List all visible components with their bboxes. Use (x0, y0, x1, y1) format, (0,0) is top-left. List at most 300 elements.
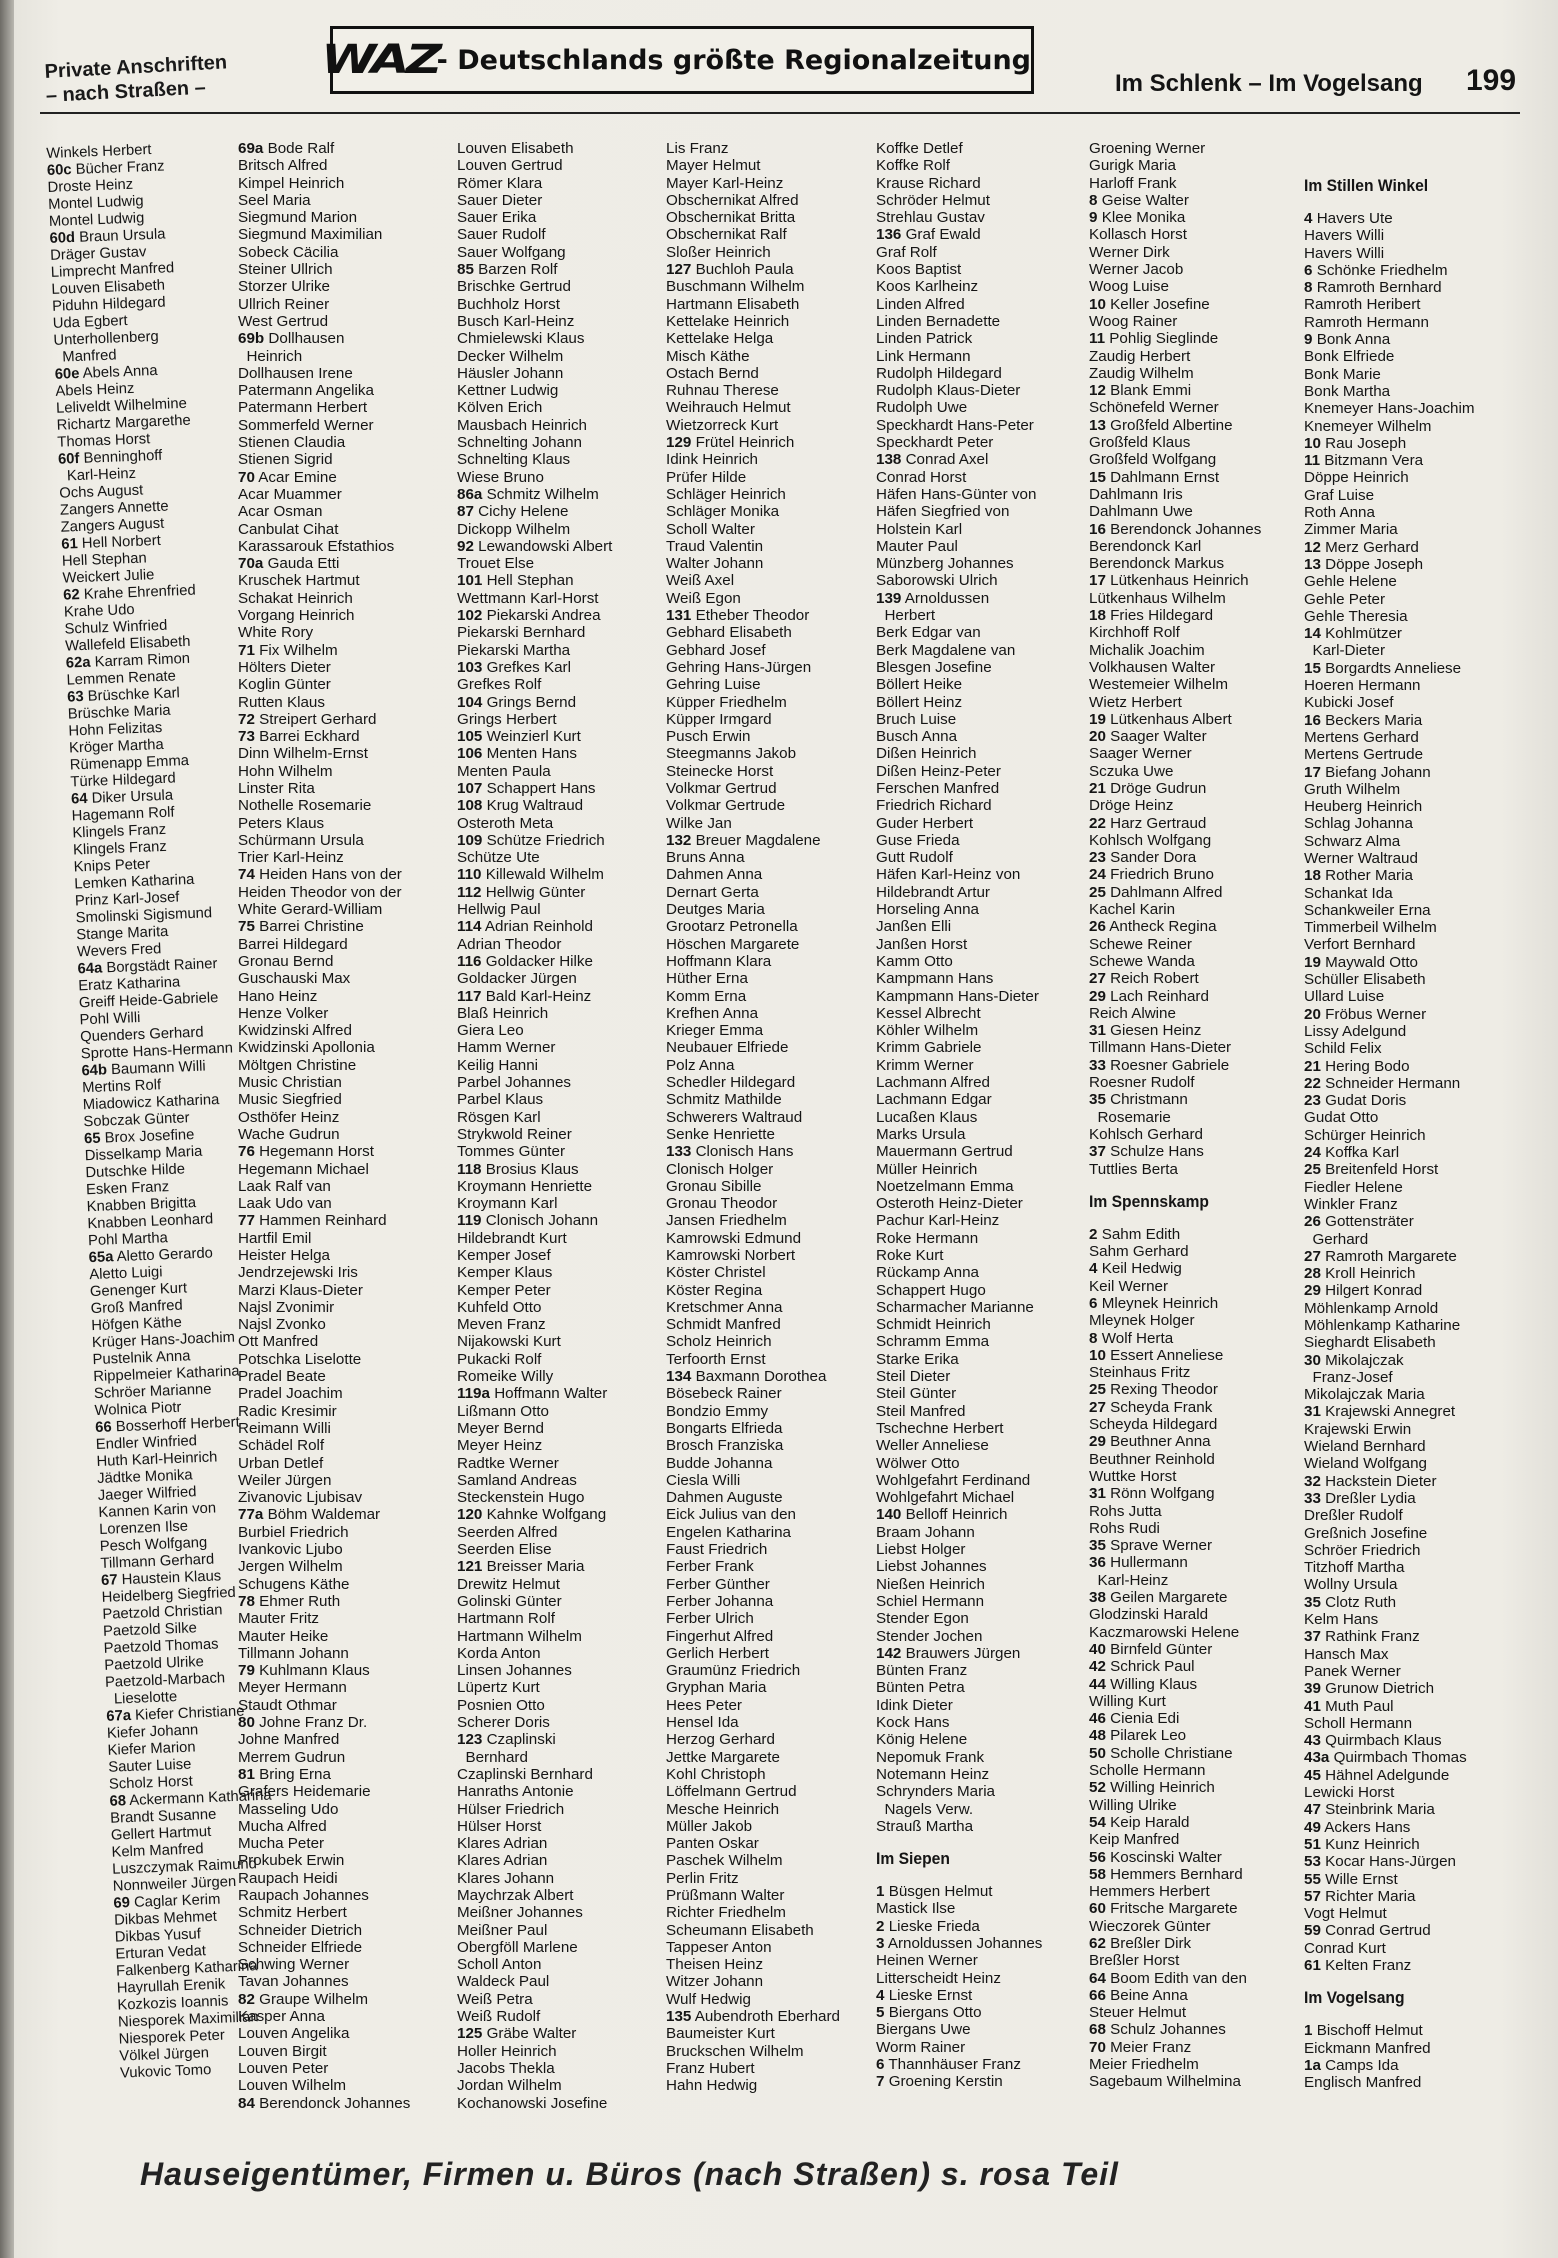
resident-name: Schröer Marianne (93, 1381, 212, 1403)
house-number: 37 (1304, 1628, 1321, 1646)
directory-entry (1089, 2039, 1294, 2056)
house-number: 46 (1089, 1710, 1106, 1728)
resident-name: Stienen Sigrid (238, 451, 333, 469)
resident-name: Werner Jacob (1089, 261, 1184, 279)
house-number: 103 (457, 658, 483, 676)
resident-name: West Gertrud (238, 312, 329, 330)
house-number: 37 (1089, 1143, 1106, 1161)
resident-name: Tappeser Anton (666, 1938, 772, 1956)
directory-entry (876, 745, 1081, 762)
resident-name: Menten Paula (457, 762, 551, 780)
resident-name: Scholl Walter (666, 520, 755, 538)
directory-entry (876, 226, 1081, 243)
resident-name: Gryphan Maria (666, 1679, 767, 1697)
resident-name: Kochanowski Josefine (457, 2094, 608, 2112)
directory-entry (666, 244, 871, 261)
house-number: 51 (1304, 1835, 1321, 1853)
directory-entry (457, 1126, 662, 1143)
resident-name: Zaudig Herbert (1089, 347, 1191, 365)
directory-entry (1089, 1399, 1294, 1416)
resident-name: Tillmann Gerhard (100, 1551, 215, 1572)
directory-entry (1089, 313, 1294, 330)
directory-entry (876, 1935, 1081, 1952)
resident-name: Gerlich Herbert (666, 1644, 769, 1662)
resident-name: Dahmen Anna (666, 866, 763, 884)
resident-name: Schewe Wanda (1089, 952, 1195, 970)
resident-name: Arnoldussen (904, 589, 990, 607)
resident-name: Wulf Hedwig (666, 1990, 751, 2008)
resident-name: Schütze Ute (457, 849, 540, 867)
resident-name: Kiefer Christiane (134, 1703, 245, 1724)
directory-entry (666, 953, 871, 970)
house-number: 79 (238, 1662, 255, 1680)
resident-name: Masseling Udo (238, 1800, 339, 1818)
directory-entry (238, 1852, 443, 1869)
resident-name: Rother Maria (1325, 867, 1413, 885)
resident-name: Ullrich Reiner (238, 295, 330, 313)
directory-entry (666, 1316, 871, 1333)
directory-entry (666, 572, 871, 589)
resident-name: Roke Hermann (876, 1229, 979, 1247)
resident-name: Laak Udo van (238, 1195, 332, 1213)
resident-name: Krimm Gabriele (876, 1039, 982, 1057)
directory-entry (876, 1005, 1081, 1022)
directory-entry (1089, 1641, 1294, 1658)
resident-name: Gehring Luise (666, 676, 761, 694)
house-number: 6 (1089, 1295, 1098, 1312)
street-heading: Im Vogelsang (1304, 1988, 1405, 2008)
resident-name: Sobeck Cäcilia (238, 243, 339, 261)
directory-column-6 (1089, 140, 1294, 2091)
resident-name: Kettelake Heinrich (666, 312, 790, 330)
resident-name: Mucha Alfred (238, 1817, 327, 1835)
resident-name: Havers Willi (1304, 227, 1385, 245)
directory-entry (238, 1316, 443, 1333)
directory-entry (876, 1385, 1081, 1402)
directory-entry (876, 711, 1081, 728)
house-number: 107 (457, 779, 483, 797)
directory-entry (1089, 1057, 1294, 1074)
resident-name: Mertens Gerhard (1304, 728, 1419, 746)
resident-name: Rosemarie (1089, 1108, 1171, 1126)
resident-name: Arnoldussen Johannes (887, 1934, 1043, 1952)
house-number: 43 (1304, 1732, 1321, 1750)
directory-entry (1304, 1075, 1509, 1092)
directory-entry (1304, 573, 1509, 590)
directory-entry (238, 866, 443, 883)
resident-name: Böhm Waldemar (267, 1506, 381, 1524)
house-number: 1 (1304, 2022, 1313, 2040)
directory-entry (876, 555, 1081, 572)
resident-name: Bischoff Helmut (1316, 2022, 1423, 2040)
resident-name: Quenders Gerhard (79, 1024, 204, 1046)
resident-name: Weickert Julie (62, 567, 155, 587)
resident-name: Vogt Helmut (1304, 1905, 1387, 1923)
resident-name: Englisch Manfred (1304, 2074, 1422, 2092)
house-number: 140 (876, 1506, 902, 1524)
resident-name: Lütkenhaus Albert (1110, 710, 1232, 728)
house-number: 24 (1089, 866, 1106, 884)
resident-name: Willing Heinrich (1110, 1779, 1215, 1797)
resident-name: Decker Wilhelm (457, 347, 564, 365)
resident-name: Neubauer Elfriede (666, 1039, 789, 1057)
directory-entry (238, 1679, 443, 1696)
resident-name: Peters Klaus (238, 814, 325, 832)
resident-name: Höschen Margarete (666, 935, 800, 953)
directory-entry (1089, 451, 1294, 468)
resident-name: Sieghardt Elisabeth (1304, 1334, 1436, 1352)
directory-entry (457, 2008, 662, 2025)
directory-entry (666, 1956, 871, 1973)
resident-name: Louven Elisabeth (457, 140, 574, 157)
resident-name: Lißmann Otto (457, 1402, 550, 1420)
resident-name: Noetzelmann Emma (876, 1177, 1014, 1195)
resident-name: Klingels Franz (72, 821, 167, 842)
resident-name: Starke Erika (876, 1350, 959, 1368)
house-number: 60c (46, 162, 72, 179)
directory-entry (457, 763, 662, 780)
directory-entry (666, 1939, 871, 1956)
resident-name: Tillmann Hans-Dieter (1089, 1039, 1232, 1057)
house-number: 27 (1089, 970, 1106, 988)
directory-entry (1304, 435, 1509, 452)
resident-name: Bring Erna (259, 1765, 331, 1783)
resident-name: Kroll Heinrich (1325, 1265, 1416, 1283)
resident-name: Piekarski Martha (457, 641, 571, 659)
resident-name: Bünten Franz (876, 1662, 968, 1680)
resident-name: Böllert Heinz (876, 693, 963, 711)
resident-name: Sagebaum Wilhelmina (1089, 2073, 1241, 2091)
resident-name: Schwing Werner (238, 1956, 350, 1974)
directory-entry (238, 503, 443, 520)
directory-entry (1089, 1676, 1294, 1693)
directory-entry (238, 1143, 443, 1160)
house-number: 59 (1304, 1922, 1321, 1940)
directory-entry (1089, 1710, 1294, 1727)
resident-name: Bonk Anna (1316, 331, 1391, 349)
directory-entry (1304, 314, 1509, 331)
directory-entry (1089, 1416, 1294, 1433)
house-number: 19 (1089, 710, 1106, 728)
resident-name: Diker Ursula (91, 787, 174, 807)
resident-name: Kohlsch Gerhard (1089, 1125, 1203, 1143)
directory-entry (666, 382, 871, 399)
resident-name: Luszczymak Raimund (111, 1856, 258, 1878)
resident-name: Gudat Doris (1325, 1092, 1407, 1110)
resident-name: Raupach Johannes (238, 1886, 369, 1904)
resident-name: Hagemann Rolf (71, 804, 175, 825)
directory-entry (666, 607, 871, 624)
resident-name: Prüßmann Walter (666, 1886, 785, 1904)
directory-entry (1304, 1455, 1509, 1472)
resident-name: Eick Julius van den (666, 1506, 797, 1524)
resident-name: Menten Hans (486, 745, 577, 763)
house-number: 63 (66, 688, 84, 706)
house-number: 19 (1304, 953, 1321, 971)
directory-entry (457, 1057, 662, 1074)
directory-entry (457, 572, 662, 589)
resident-name: Berendonck Johannes (1110, 520, 1262, 538)
resident-name: Schild Felix (1304, 1040, 1382, 1058)
resident-name: Herzog Gerhard (666, 1731, 775, 1749)
resident-name: Montel Ludwig (47, 193, 144, 213)
house-number: 6 (1304, 261, 1313, 279)
directory-entry (1089, 434, 1294, 451)
resident-name: Keip Manfred (1089, 1831, 1180, 1849)
resident-name: Saborowski Ulrich (876, 572, 998, 590)
resident-name: Häfen Siegfried von (876, 503, 1010, 521)
house-number: 77a (238, 1506, 264, 1524)
resident-name: Tommes Günter (457, 1143, 566, 1161)
resident-name: Rexing Theodor (1110, 1381, 1218, 1399)
resident-name: Music Christian (238, 1074, 342, 1092)
resident-name: Schulze Hans (1110, 1143, 1204, 1161)
directory-entry (1089, 1451, 1294, 1468)
resident-name: Rudolph Klaus-Dieter (876, 382, 1021, 400)
directory-entry (1304, 1127, 1509, 1144)
resident-name: Kannen Karin von (98, 1500, 217, 1521)
resident-name: Rudolph Hildegard (876, 364, 1002, 382)
directory-entry (238, 1005, 443, 1022)
resident-name: Verfort Bernhard (1304, 936, 1416, 954)
resident-name: Schürger Heinrich (1304, 1126, 1426, 1144)
resident-name: Deutges Maria (666, 901, 765, 919)
directory-entry (457, 1230, 662, 1247)
directory-entry (876, 849, 1081, 866)
resident-name: Rümenapp Emma (69, 752, 190, 774)
directory-entry (666, 1731, 871, 1748)
directory-entry (238, 1282, 443, 1299)
resident-name: Havers Willi (1304, 244, 1385, 262)
resident-name: Johne Manfred (238, 1731, 340, 1749)
directory-entry (1304, 1058, 1509, 1075)
house-number: 80 (238, 1714, 255, 1732)
directory-entry (666, 365, 871, 382)
house-number: 7 (876, 2073, 885, 2091)
resident-name: Brosius Klaus (485, 1160, 579, 1178)
resident-name: Worm Rainer (876, 2038, 966, 2056)
directory-entry (238, 1351, 443, 1368)
resident-name: Völkel Jürgen (119, 2045, 210, 2065)
house-number: 116 (457, 952, 482, 970)
resident-name: Krimm Werner (876, 1056, 974, 1074)
resident-name: Bongarts Elfrieda (666, 1419, 783, 1437)
directory-entry (1304, 591, 1509, 608)
directory-entry (1089, 382, 1294, 399)
house-number: 9 (1089, 209, 1098, 227)
directory-entry (876, 988, 1081, 1005)
resident-name: Meier Franz (1110, 2038, 1192, 2056)
resident-name: Steinecke Horst (666, 762, 774, 780)
directory-entry (876, 1178, 1081, 1195)
directory-entry (876, 451, 1081, 468)
directory-entry (238, 832, 443, 849)
resident-name: Falkenberg Katharina (115, 1958, 258, 1980)
resident-name: Piekarski Bernhard (457, 624, 586, 642)
directory-entry (666, 451, 871, 468)
directory-entry (876, 244, 1081, 261)
house-number: 60e (54, 365, 80, 383)
directory-entry (1089, 988, 1294, 1005)
resident-name: Breßler Horst (1089, 1952, 1180, 1970)
directory-entry (666, 1922, 871, 1939)
directory-entry (238, 1628, 443, 1645)
house-number: 62 (62, 587, 81, 604)
resident-name: Lucaßen Klaus (876, 1108, 978, 1126)
directory-entry (457, 1489, 662, 1506)
directory-entry (238, 694, 443, 711)
directory-entry (1304, 331, 1509, 348)
directory-entry (876, 1022, 1081, 1039)
resident-name: Schulz Johannes (1110, 2021, 1226, 2039)
resident-name: Maywald Otto (1325, 953, 1418, 971)
directory-entry (1304, 1040, 1509, 1057)
resident-name: Meyer Hermann (238, 1679, 347, 1697)
section-label-line-2: – nach Straßen – (45, 76, 207, 107)
house-number: 29 (1304, 1282, 1321, 1300)
directory-entry (666, 1178, 871, 1195)
resident-name: Ostach Bernd (666, 364, 759, 382)
resident-name: Münzberg Johannes (876, 555, 1014, 573)
resident-name: Rückamp Anna (876, 1264, 979, 1282)
directory-entry (666, 1835, 871, 1852)
resident-name: Radtke Werner (457, 1454, 559, 1472)
house-number: 6 (876, 2056, 885, 2074)
resident-name: Jaeger Wilfried (97, 1484, 197, 1504)
resident-name: Panek Werner (1304, 1662, 1401, 1680)
directory-entry (666, 1351, 871, 1368)
resident-name: Pachur Karl-Heinz (876, 1212, 1000, 1230)
house-number: 12 (1089, 382, 1106, 400)
resident-name: Osthöfer Heinz (238, 1108, 340, 1126)
house-number: 70 (238, 468, 255, 486)
house-number: 15 (1304, 659, 1321, 677)
directory-entry (876, 417, 1081, 434)
resident-name: Esken Franz (85, 1179, 170, 1199)
directory-entry (238, 261, 443, 278)
directory-entry (457, 1264, 662, 1281)
directory-entry (1089, 1762, 1294, 1779)
directory-entry (457, 1697, 662, 1714)
resident-name: Siegmund Maximilian (238, 226, 383, 244)
resident-name: Dahlmann Alfred (1110, 883, 1223, 901)
resident-name: Knemeyer Hans-Joachim (1304, 400, 1475, 418)
directory-entry (876, 1126, 1081, 1143)
directory-entry (1089, 694, 1294, 711)
resident-name: Hartmann Rolf (457, 1610, 555, 1628)
directory-entry (876, 1541, 1081, 1558)
directory-entry (876, 918, 1081, 935)
house-number: 61 (61, 536, 79, 553)
directory-entry (457, 1576, 662, 1593)
directory-entry (238, 1697, 443, 1714)
directory-entry (238, 1593, 443, 1610)
directory-entry (457, 1506, 662, 1523)
house-number: 92 (457, 537, 474, 555)
resident-name: Grefkes Rolf (457, 676, 542, 694)
resident-name: Knabben Brigitta (86, 1195, 197, 1216)
resident-name: Gehle Peter (1304, 590, 1386, 608)
resident-name: Grefkes Karl (486, 658, 571, 676)
resident-name: Mauter Fritz (238, 1610, 320, 1628)
house-number: 109 (457, 831, 483, 849)
directory-entry (1089, 607, 1294, 624)
resident-name: Merz Gerhard (1325, 538, 1419, 556)
resident-name: Braam Johann (876, 1523, 975, 1541)
resident-name: Ehmer Ruth (259, 1592, 341, 1610)
directory-entry (876, 382, 1081, 399)
resident-name: Schugens Käthe (238, 1575, 350, 1593)
resident-name: Schulz Winfried (64, 617, 168, 638)
directory-entry (1304, 383, 1509, 400)
resident-name: Volkmar Gertrud (666, 779, 777, 797)
resident-name: Dißen Heinz-Peter (876, 762, 1001, 780)
directory-column-4 (666, 140, 871, 2095)
directory-entry (666, 866, 871, 883)
resident-name: Sommerfeld Werner (238, 416, 374, 434)
directory-entry (457, 1195, 662, 1212)
resident-name: Staudt Othmar (238, 1696, 337, 1714)
directory-entry (1089, 676, 1294, 693)
resident-name: Gronau Sibille (666, 1177, 762, 1195)
directory-entry (666, 1541, 871, 1558)
directory-entry (457, 313, 662, 330)
resident-name: Rohs Rudi (1089, 1519, 1160, 1537)
house-number: 27 (1304, 1247, 1321, 1265)
directory-entry (238, 1074, 443, 1091)
resident-name: Heidelberg Siegfried (101, 1584, 237, 1606)
house-number: 118 (457, 1160, 482, 1178)
directory-entry (1089, 1624, 1294, 1641)
resident-name: Woog Luise (1089, 278, 1169, 296)
house-number: 2 (876, 1917, 885, 1935)
directory-entry (876, 1731, 1081, 1748)
directory-entry (1089, 1091, 1294, 1108)
directory-entry (457, 1835, 662, 1852)
directory-entry (457, 1870, 662, 1887)
resident-name: Lütkenhaus Wilhelm (1089, 589, 1226, 607)
resident-name: Wiese Bruno (457, 468, 544, 486)
resident-name: Kocar Hans-Jürgen (1325, 1853, 1456, 1871)
resident-name: Reich Robert (1110, 970, 1199, 988)
directory-entry (1304, 1594, 1509, 1611)
resident-name: Roesner Rudolf (1089, 1074, 1195, 1092)
resident-name: Linden Bernadette (876, 312, 1001, 330)
directory-entry (666, 1783, 871, 1800)
directory-entry (1089, 209, 1294, 226)
directory-entry (457, 521, 662, 538)
resident-name: Wieland Bernhard (1304, 1438, 1426, 1456)
resident-name: Genenger Kurt (89, 1280, 188, 1301)
directory-entry (1304, 2074, 1509, 2091)
resident-name: Clonisch Holger (666, 1160, 774, 1178)
directory-entry (457, 434, 662, 451)
house-number: 5 (876, 2004, 885, 2022)
resident-name: Ruhnau Therese (666, 382, 779, 400)
directory-entry (1304, 1819, 1509, 1836)
directory-entry (666, 538, 871, 555)
directory-entry (238, 1039, 443, 1056)
house-number: 40 (1089, 1640, 1106, 1658)
directory-entry (666, 936, 871, 953)
resident-name: Kiefer Marion (107, 1739, 196, 1759)
directory-entry (457, 157, 662, 174)
directory-entry (1089, 2004, 1294, 2021)
house-number: 8 (1304, 279, 1313, 297)
directory-entry (1089, 1278, 1294, 1295)
resident-name: Kasper Anna (238, 2008, 325, 2026)
directory-entry (457, 1801, 662, 1818)
